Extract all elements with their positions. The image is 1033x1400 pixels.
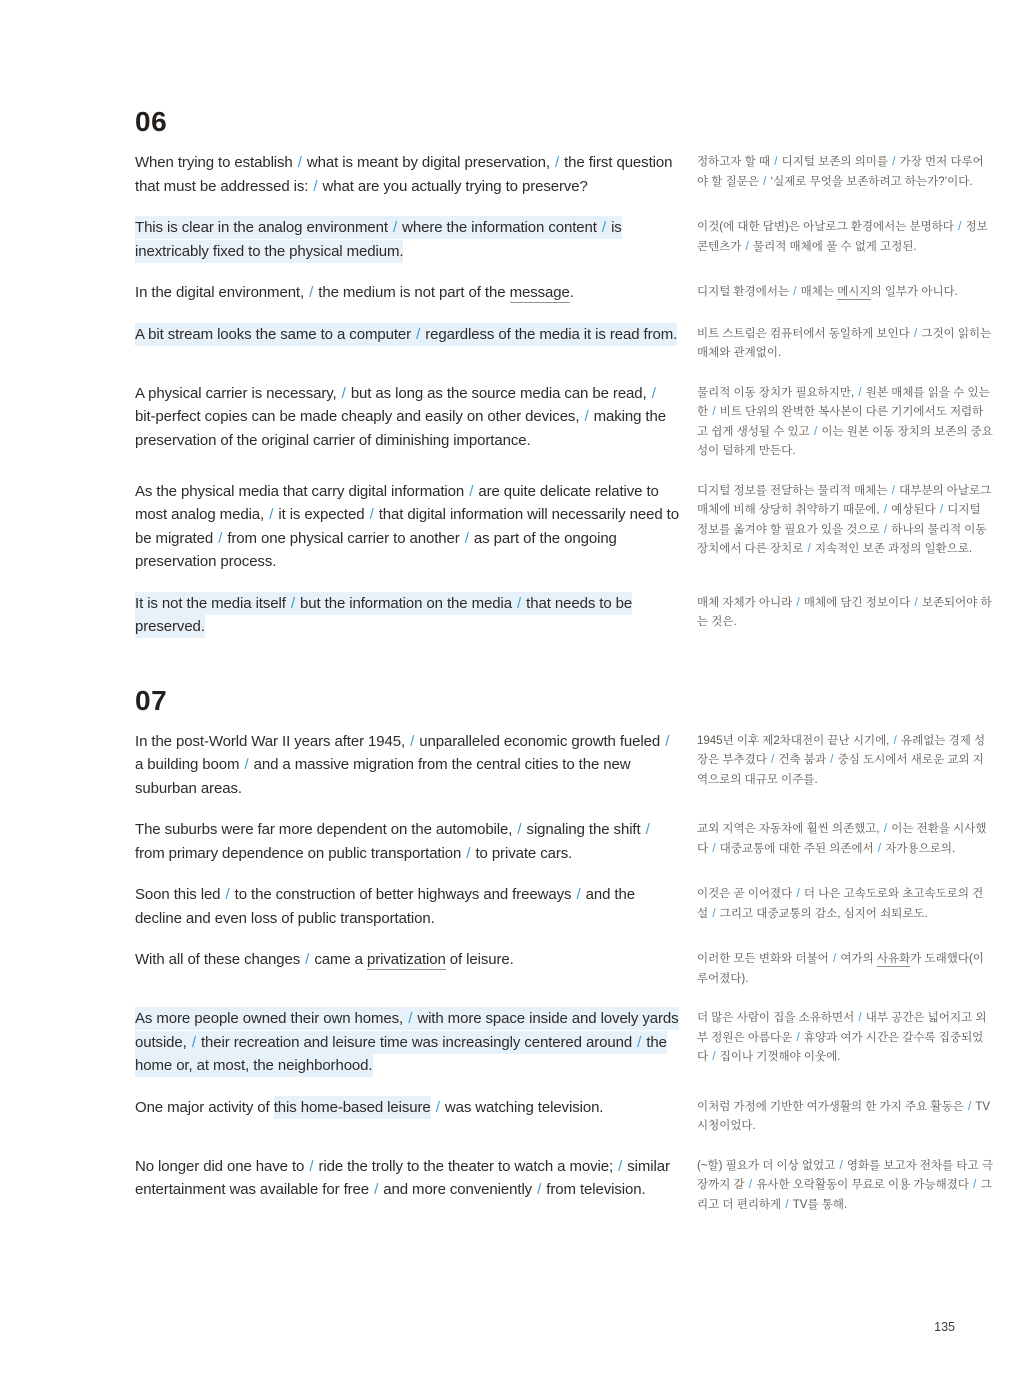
text-segment: A physical carrier is necessary, (135, 384, 341, 402)
text-segment: making the preservation of the original carrier of diminishing importance. (135, 408, 666, 449)
text-segment: 예상된다 (888, 504, 939, 516)
phrase-divider-slash: / (416, 325, 421, 343)
text-segment: unparalleled economic growth fueled (415, 732, 665, 750)
passage-section-07 (135, 685, 993, 1216)
highlighted-sentence (135, 216, 622, 263)
text-segment: As the physical media that carry digital information (135, 482, 469, 500)
text-segment: When trying to establish (135, 154, 297, 171)
korean-translation (697, 820, 993, 865)
phrase-divider-slash: / (771, 754, 775, 766)
text-segment: 이것(에 대한 답변)은 아날로그 환경에서는 분명하다 (697, 221, 958, 233)
text-segment: is inextricably fixed to the physical medium. (135, 219, 622, 260)
phrase-divider-slash: / (813, 425, 818, 438)
english-paragraph (135, 480, 681, 574)
text-segment: 가장 먼저 다루어야 할 질문은 (697, 156, 984, 188)
phrase-divider-slash: / (893, 734, 897, 747)
phrase-divider-slash: / (858, 1012, 862, 1024)
phrase-divider-slash: / (830, 754, 834, 766)
text-segment: 교외 지역은 자동차에 훨씬 의존했고, (697, 823, 883, 835)
phrase-divider-slash: / (883, 823, 888, 835)
text-segment: 정하고자 할 때 (697, 156, 774, 168)
phrase-divider-slash: / (892, 156, 896, 168)
phrase-divider-slash: / (408, 1010, 413, 1027)
phrase-divider-slash: / (796, 596, 800, 609)
phrase-divider-slash: / (858, 386, 862, 399)
text-segment: 내부 공간은 넓어지고 외부 정원은 아름다운 (697, 1012, 987, 1044)
text-segment: with more space inside and lovely yards outside, (135, 1010, 679, 1051)
text-segment: 이는 전환을 시사했다 (697, 823, 987, 855)
english-paragraph (135, 883, 681, 930)
text-segment: but as long as the source media can be read, (346, 384, 651, 402)
text-segment: 건축 붐과 (775, 754, 830, 766)
phrase-divider-slash: / (712, 406, 716, 418)
phrase-divider-slash: / (601, 219, 606, 236)
phrase-divider-slash: / (584, 408, 589, 425)
text-segment: the first question that must be addressed is: (135, 154, 673, 195)
section-number: 07 (135, 684, 168, 716)
text-segment: In the digital environment, (135, 284, 309, 301)
paragraph-row (135, 1096, 993, 1137)
english-paragraph (135, 382, 681, 462)
phrase-divider-slash: / (269, 506, 274, 523)
phrase-divider-slash: / (891, 484, 895, 497)
english-paragraph (135, 592, 681, 639)
paragraph-row (135, 382, 993, 462)
phrase-divider-slash: / (313, 177, 318, 195)
phrase-divider-slash: / (651, 384, 656, 402)
text-segment: 물리적 이동 장치가 필요하지만, (697, 386, 858, 399)
phrase-divider-slash: / (763, 175, 767, 188)
phrase-divider-slash: / (796, 888, 800, 900)
highlighted-sentence (135, 1007, 679, 1077)
text-segment: 유사한 오락활동이 무료로 이용 가능해졌다 (753, 1179, 973, 1191)
text-segment: from television. (542, 1181, 646, 1198)
text-segment: and a massive migration from the central cities to the new suburban areas. (135, 756, 631, 797)
text-segment: that needs to be preserved. (135, 594, 633, 635)
text-segment: This is clear in the analog environment (135, 219, 392, 236)
text-segment: their recreation and leisure time was increasingly centered around (196, 1033, 637, 1051)
text-segment: 매체 자체가 아니라 (697, 596, 796, 609)
korean-translation (697, 1157, 993, 1216)
phrase-divider-slash: / (576, 886, 581, 903)
text-segment: 매체에 담긴 정보이다 (800, 596, 914, 609)
paragraph-row (135, 151, 993, 198)
phrase-divider-slash: / (665, 732, 670, 750)
text-segment: . (569, 284, 574, 301)
phrase-divider-slash: / (712, 842, 716, 855)
korean-translation (697, 1098, 993, 1137)
text-segment: Soon this led (135, 886, 225, 903)
text-segment: of leisure. (445, 951, 514, 968)
paragraph-row (135, 216, 993, 263)
paragraph-row (135, 323, 993, 364)
text-segment: a building boom (135, 756, 244, 773)
phrase-divider-slash: / (410, 732, 415, 750)
text-segment: 디지털 보존의 의미를 (778, 156, 892, 168)
phrase-divider-slash: / (517, 821, 522, 838)
text-segment: 휴양과 여가 시간은 갈수록 집중되었다 (697, 1031, 984, 1063)
text-segment: that digital information will necessarily need to be migrated (135, 506, 679, 547)
phrase-divider-slash: / (517, 594, 522, 612)
text-segment: 가 도래했다(이루어졌다). (697, 953, 984, 985)
text-segment: as part of the ongoing preservation process. (135, 529, 617, 570)
phrase-divider-slash: / (913, 327, 918, 340)
text-segment: As more people owned their own homes, (135, 1010, 408, 1027)
phrase-divider-slash: / (297, 154, 302, 171)
korean-translation (697, 885, 993, 930)
paragraph-row (135, 818, 993, 865)
text-segment: regardless of the media it is read from. (421, 325, 678, 343)
text-segment: bit-perfect copies can be made cheaply and easily on other devices, (135, 408, 584, 425)
korean-translation (697, 950, 993, 989)
text-segment: to private cars. (471, 844, 573, 862)
paragraph-row (135, 480, 993, 574)
phrase-divider-slash: / (464, 529, 469, 547)
phrase-divider-slash: / (309, 284, 314, 301)
phrase-divider-slash: / (554, 154, 560, 171)
phrase-divider-slash: / (883, 523, 888, 536)
phrase-divider-slash: / (435, 1098, 440, 1116)
section-number: 06 (135, 106, 168, 137)
korean-translation (697, 732, 993, 801)
text-segment: this home-based leisure (274, 1096, 431, 1119)
text-segment: 중심 도시에서 새로운 교외 지역으로의 대규모 이주를. (697, 754, 984, 786)
text-segment: 하나의 물리적 이동 장치에서 다른 장치로 (697, 523, 987, 555)
text-segment: 이것은 곧 이어졌다 (697, 888, 796, 900)
text-segment: 디지털 정보를 전달하는 물리적 매체는 (697, 484, 891, 497)
text-segment: 비트 스트림은 컴퓨터에서 동일하게 보인다 (697, 327, 913, 340)
text-segment: 지속적인 보존 과정의 일환으로. (811, 543, 973, 555)
text-segment: but the information on the media (295, 594, 517, 612)
paragraph-row (135, 730, 993, 801)
english-paragraph (135, 948, 681, 989)
text-segment: 그것이 읽히는 매체와 관계없이. (697, 327, 992, 359)
text-segment: 보존되어야 하는 것은. (697, 596, 992, 628)
phrase-divider-slash: / (774, 156, 778, 168)
text-segment: 1945년 이후 제2차대전이 끝난 시기에, (697, 734, 893, 747)
paragraph-row (135, 1155, 993, 1216)
phrase-divider-slash: / (883, 504, 888, 516)
korean-translation (697, 384, 993, 462)
phrase-divider-slash: / (637, 1033, 642, 1051)
text-segment: No longer did one have to (135, 1157, 309, 1175)
phrase-divider-slash: / (225, 886, 230, 903)
text-segment: 유례없는 경제 성장은 부추겼다 (697, 734, 986, 766)
english-paragraph (135, 323, 681, 364)
phrase-divider-slash: / (618, 1157, 623, 1175)
phrase-divider-slash: / (645, 821, 650, 838)
text-segment: 매체는 (797, 286, 838, 298)
text-segment: 이러한 모든 변화와 더불어 (697, 953, 832, 965)
passages-content (135, 106, 993, 1215)
text-segment: 이처럼 가정에 기반한 여가생활의 한 가지 주요 활동은 (697, 1100, 967, 1113)
highlighted-sentence (135, 323, 677, 346)
text-segment: what is meant by digital preservation, (302, 154, 554, 171)
phrase-divider-slash: / (191, 1033, 196, 1051)
underlined-term: 메시지 (837, 286, 871, 298)
text-segment: 집이나 기껏해야 이웃에. (716, 1051, 841, 1063)
text-segment: 여가의 (837, 953, 877, 965)
phrase-divider-slash: / (832, 953, 837, 965)
text-segment: In the post-World War II years after 1945, (135, 732, 410, 750)
phrase-divider-slash: / (785, 1198, 789, 1211)
phrase-divider-slash: / (745, 240, 749, 253)
text-segment: One major activity of (135, 1098, 274, 1116)
phrase-divider-slash: / (939, 504, 944, 516)
underlined-term: privatization (366, 951, 446, 968)
text-segment: the home or, at most, the neighborhood. (135, 1033, 667, 1074)
english-paragraph (135, 730, 681, 801)
text-segment: 디지털 환경에서는 (697, 286, 793, 298)
phrase-divider-slash: / (305, 951, 310, 968)
text-segment: 디지털 정보를 옮겨야 할 필요가 있을 것으로 (697, 504, 981, 536)
text-segment: 더 많은 사람이 집을 소유하면서 (697, 1012, 858, 1024)
phrase-divider-slash: / (877, 842, 882, 855)
text-segment: signaling the shift (522, 821, 645, 838)
paragraph-row (135, 948, 993, 989)
paragraph-row (135, 1007, 993, 1078)
text-segment: the medium is not part of the (314, 284, 510, 301)
text-segment: and the decline and even loss of public transportation. (135, 886, 635, 927)
english-paragraph (135, 1096, 681, 1137)
text-segment: where the information content (398, 219, 601, 236)
phrase-divider-slash: / (973, 1179, 977, 1191)
text-segment: TV 시청이었다. (697, 1100, 991, 1132)
phrase-divider-slash: / (796, 1031, 800, 1044)
text-segment: It is not the media itself (135, 594, 290, 612)
text-segment: 정보 콘텐츠가 (697, 221, 988, 253)
text-segment: 원본 매체를 읽을 수 있는 한 (697, 386, 990, 418)
english-paragraph (135, 1007, 681, 1078)
text-segment: from one physical carrier to another (223, 529, 464, 547)
phrase-divider-slash: / (712, 1051, 716, 1063)
english-paragraph (135, 818, 681, 865)
phrase-divider-slash: / (537, 1181, 542, 1198)
paragraph-row (135, 883, 993, 930)
text-segment: similar entertainment was available for free (135, 1157, 670, 1198)
korean-translation (697, 218, 993, 263)
korean-translation (697, 283, 993, 305)
text-segment: 그리고 대중교통의 감소, 심지어 쇠퇴로도. (716, 907, 928, 920)
phrase-divider-slash: / (839, 1159, 843, 1172)
phrase-divider-slash: / (914, 596, 918, 609)
highlighted-sentence (135, 592, 632, 639)
text-segment: and more conveniently (379, 1181, 537, 1198)
phrase-divider-slash: / (369, 506, 374, 523)
korean-translation (697, 482, 993, 574)
korean-translation (697, 594, 993, 639)
text-segment: are quite delicate relative to most analog media, (135, 482, 659, 523)
korean-translation (697, 1009, 993, 1078)
text-segment: The suburbs were far more dependent on the automobile, (135, 821, 517, 838)
text-segment: it is expected (274, 506, 369, 523)
phrase-divider-slash: / (793, 286, 797, 298)
english-paragraph (135, 1155, 681, 1216)
text-segment: ‘실제로 무엇을 보존하려고 하는가?’이다. (767, 175, 973, 188)
phrase-divider-slash: / (244, 756, 249, 773)
passage-section-06 (135, 106, 993, 639)
text-segment: 자가용으로의. (882, 842, 956, 855)
korean-translation (697, 325, 993, 364)
text-segment: 이는 원본 이동 장치의 보존의 중요성이 덜하게 만든다. (697, 425, 993, 457)
phrase-divider-slash: / (967, 1100, 972, 1113)
phrase-divider-slash: / (712, 907, 716, 920)
page-number: 135 (934, 1320, 955, 1334)
phrase-divider-slash: / (807, 543, 811, 555)
phrase-divider-slash: / (341, 384, 346, 402)
text-segment: 영화를 보고자 전차를 타고 극장까지 갈 (697, 1159, 993, 1191)
english-paragraph (135, 216, 681, 263)
paragraph-row (135, 281, 993, 305)
phrase-divider-slash: / (374, 1181, 379, 1198)
paragraph-row (135, 592, 993, 639)
text-segment: 그리고 더 편리하게 (697, 1179, 992, 1211)
text-segment: TV를 통해. (789, 1198, 848, 1211)
phrase-divider-slash: / (469, 482, 474, 500)
underlined-term: message (509, 284, 570, 301)
text-segment: 물리적 매체에 풀 수 없게 고정된. (749, 240, 917, 253)
phrase-divider-slash: / (958, 221, 962, 233)
underlined-term: 사유화 (876, 953, 911, 965)
text-segment: 비트 단위의 완벽한 복사본이 다른 기기에서도 저렴하고 쉽게 생성될 수 있고 (697, 406, 984, 438)
text-segment: what are you actually trying to preserve? (318, 177, 588, 195)
text-segment: ride the trolly to the theater to watch a movie; (314, 1157, 618, 1175)
korean-translation (697, 153, 993, 198)
text-segment: came a (310, 951, 367, 968)
phrase-divider-slash: / (309, 1157, 314, 1175)
text-segment: A bit stream looks the same to a computer (135, 325, 416, 343)
phrase-divider-slash: / (748, 1179, 753, 1191)
phrase-divider-slash: / (466, 844, 471, 862)
text-segment: 대중교통에 대한 주된 의존에서 (716, 842, 877, 855)
text-segment: from primary dependence on public transportation (135, 844, 466, 862)
phrase-divider-slash: / (290, 594, 295, 612)
text-segment: 의 일부가 아니다. (870, 286, 958, 298)
english-paragraph (135, 151, 681, 198)
text-segment: 더 나은 고속도로와 초고속도로의 건설 (697, 888, 984, 920)
phrase-divider-slash: / (392, 219, 398, 236)
phrase-divider-slash: / (218, 529, 223, 547)
text-segment: 대부분의 아날로그 매체에 비해 상당히 취약하기 때문에, (697, 484, 992, 516)
text-segment: (~할) 필요가 더 이상 없었고 (697, 1159, 839, 1172)
text-segment: to the construction of better highways and freeways (230, 886, 576, 903)
english-paragraph (135, 281, 681, 305)
text-segment: With all of these changes (135, 951, 305, 968)
text-segment: was watching television. (440, 1098, 604, 1116)
